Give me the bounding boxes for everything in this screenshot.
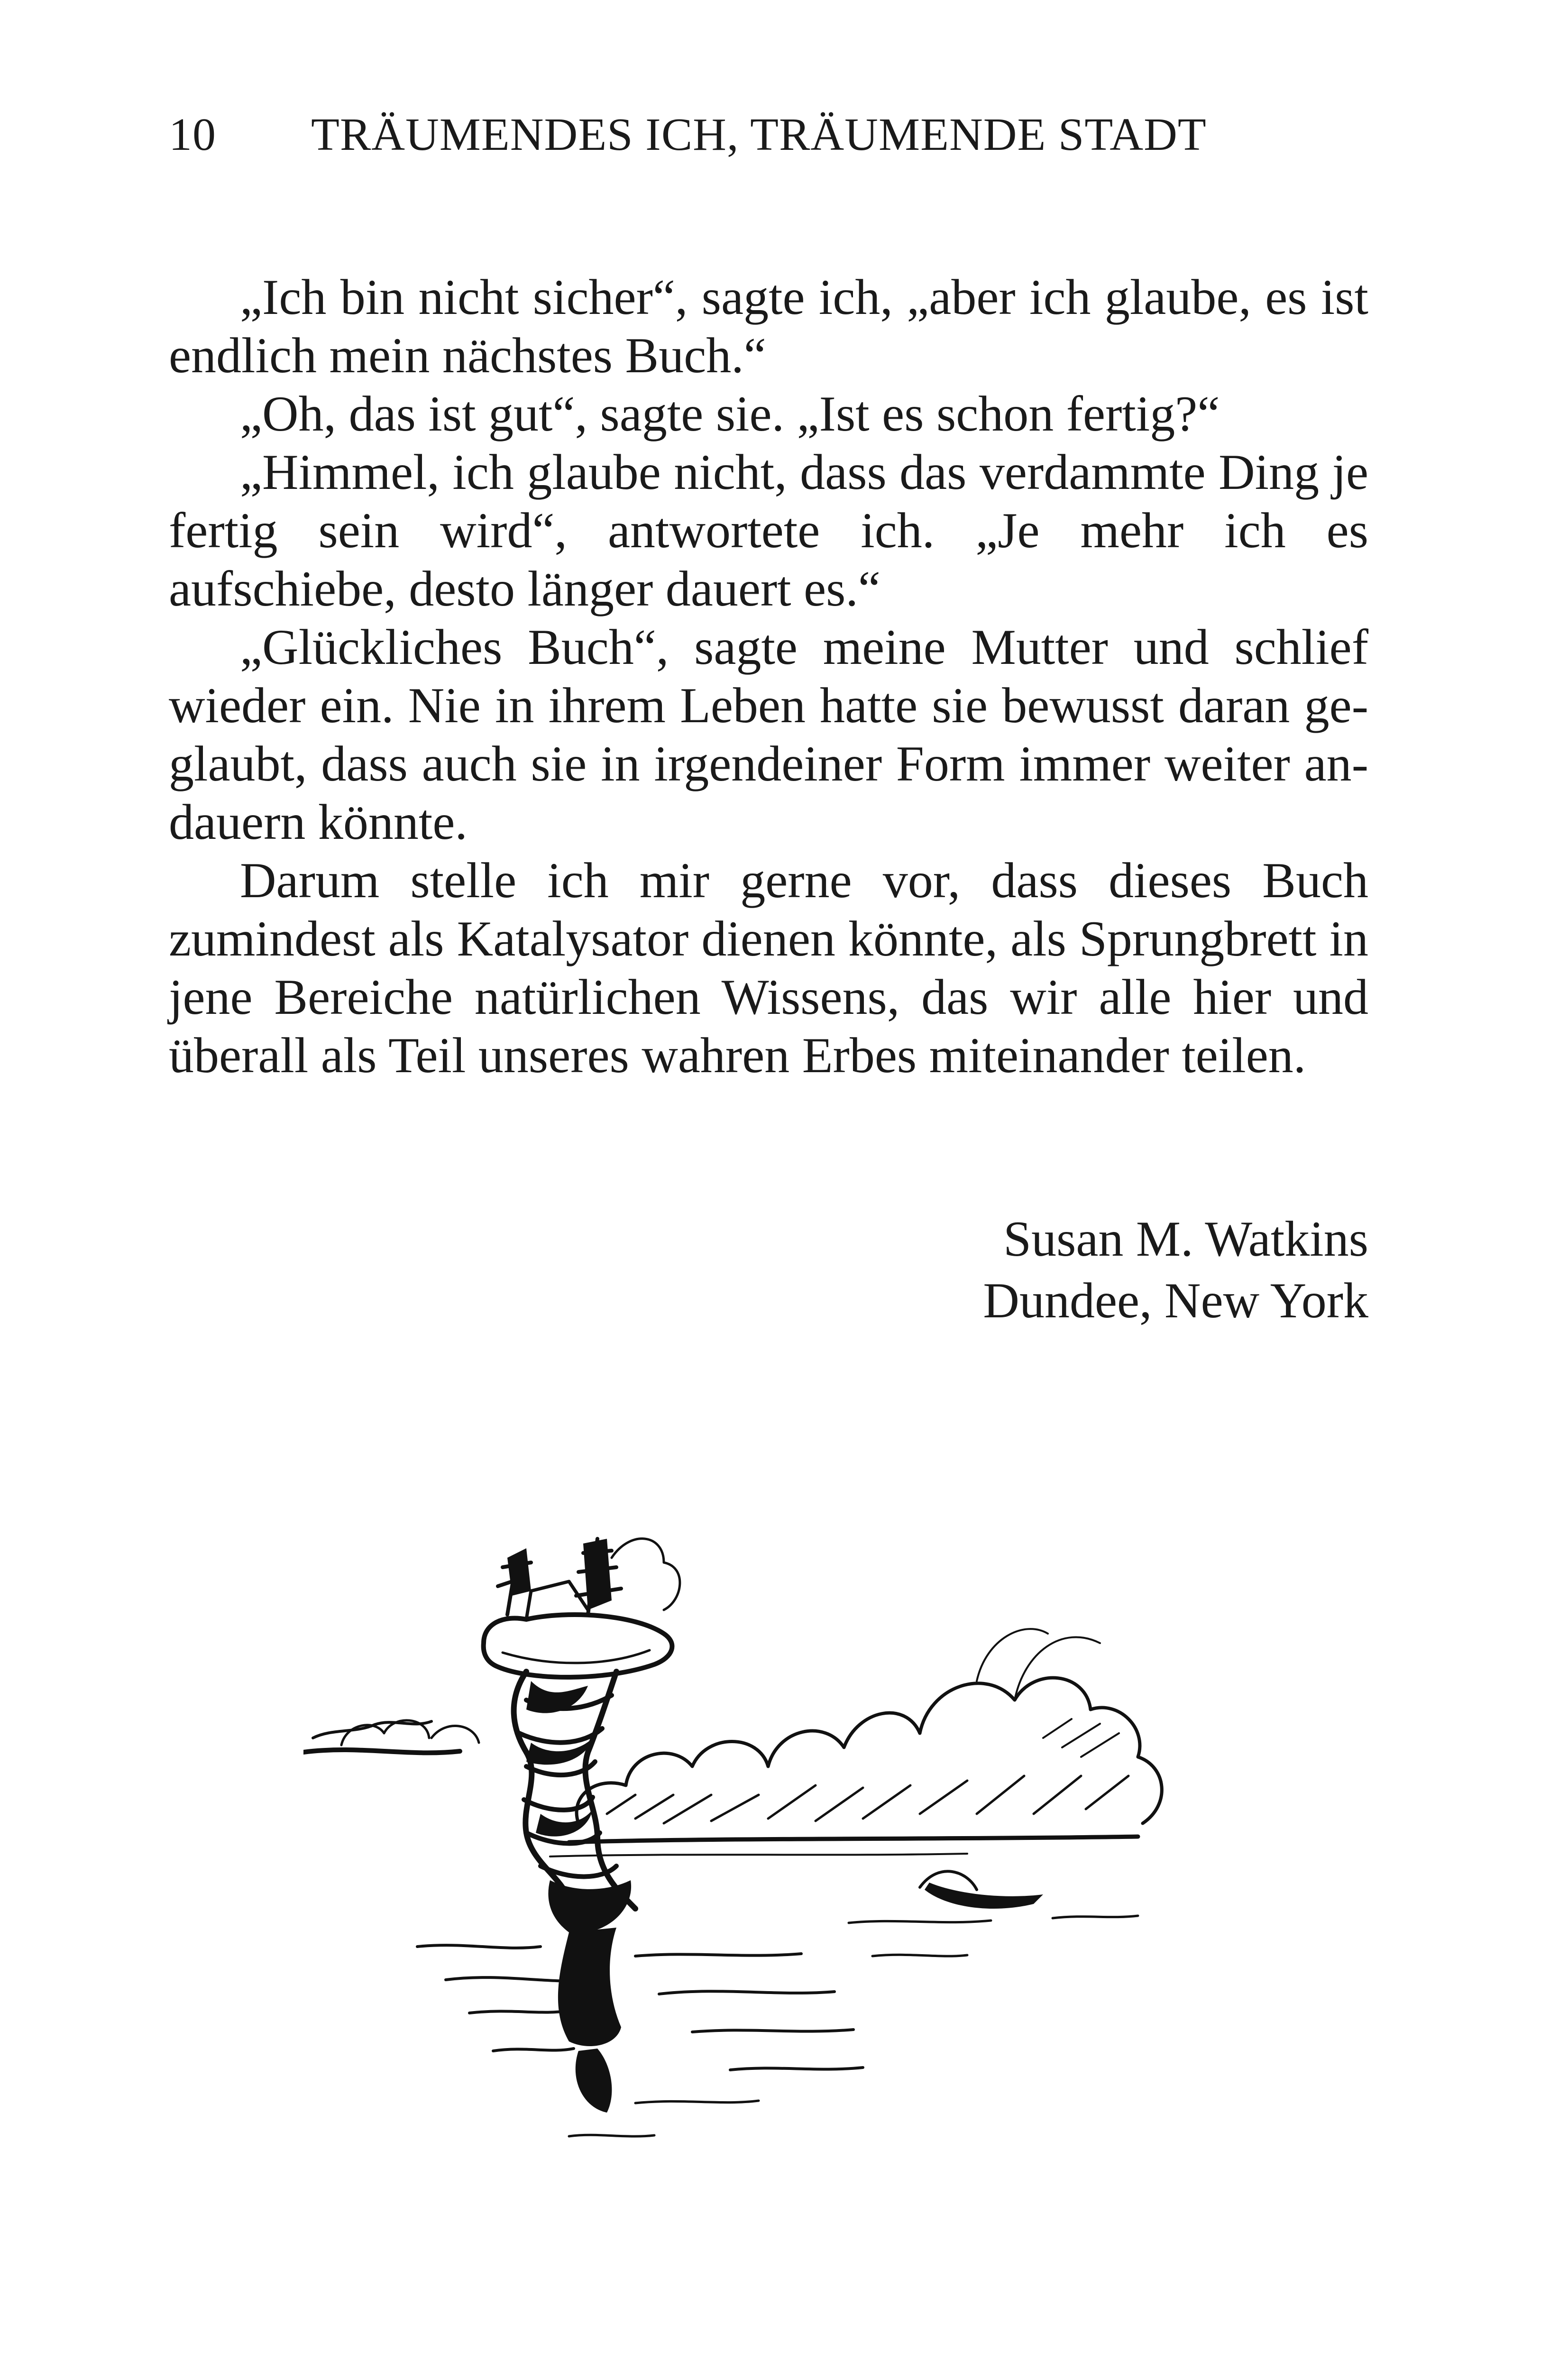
author-place: Dundee, New York [983, 1273, 1368, 1328]
running-title: TRÄUMENDES ICH, TRÄUMENDE STADT [311, 109, 1207, 160]
paragraph: „Oh, das ist gut“, sagte sie. „Ist es schon fertig?“ [240, 386, 1220, 441]
body-text [169, 268, 1368, 1084]
ink-drawing-rock-island-lake-icon [303, 1529, 1261, 2193]
author-name: Susan M. Watkins [1003, 1211, 1368, 1267]
paragraph: Darum stelle ich mir gerne vor, dass dieses Buch zumindest als Katalysator dienen könnte, als Sprungbrett in jene Bereiche natürlichen Wissens, das wir alle hier und überall als Teil unseres wahren Erbes miteinander teilen. [169, 853, 1368, 1083]
signature-block [983, 1208, 1368, 1332]
running-head [169, 108, 1207, 161]
page-number: 10 [169, 109, 216, 160]
paragraph: „Himmel, ich glaube nicht, dass das verdammte Ding je fertig sein wird“, antwortete ich. „Je mehr ich es aufschiebe, desto länger dauert es.“ [169, 444, 1368, 616]
paragraph: „Glückliches Buch“, sagte meine Mutter und schlief wieder ein. Nie in ihrem Leben hatte sie bewusst daran geglaubt, dass auch sie in irgendeiner Form immer weiter andauern könnte. [169, 619, 1368, 850]
paragraph: „Ich bin nicht sicher“, sagte ich, „aber ich glaube, es ist endlich mein nächstes Buch.“ [169, 269, 1368, 383]
